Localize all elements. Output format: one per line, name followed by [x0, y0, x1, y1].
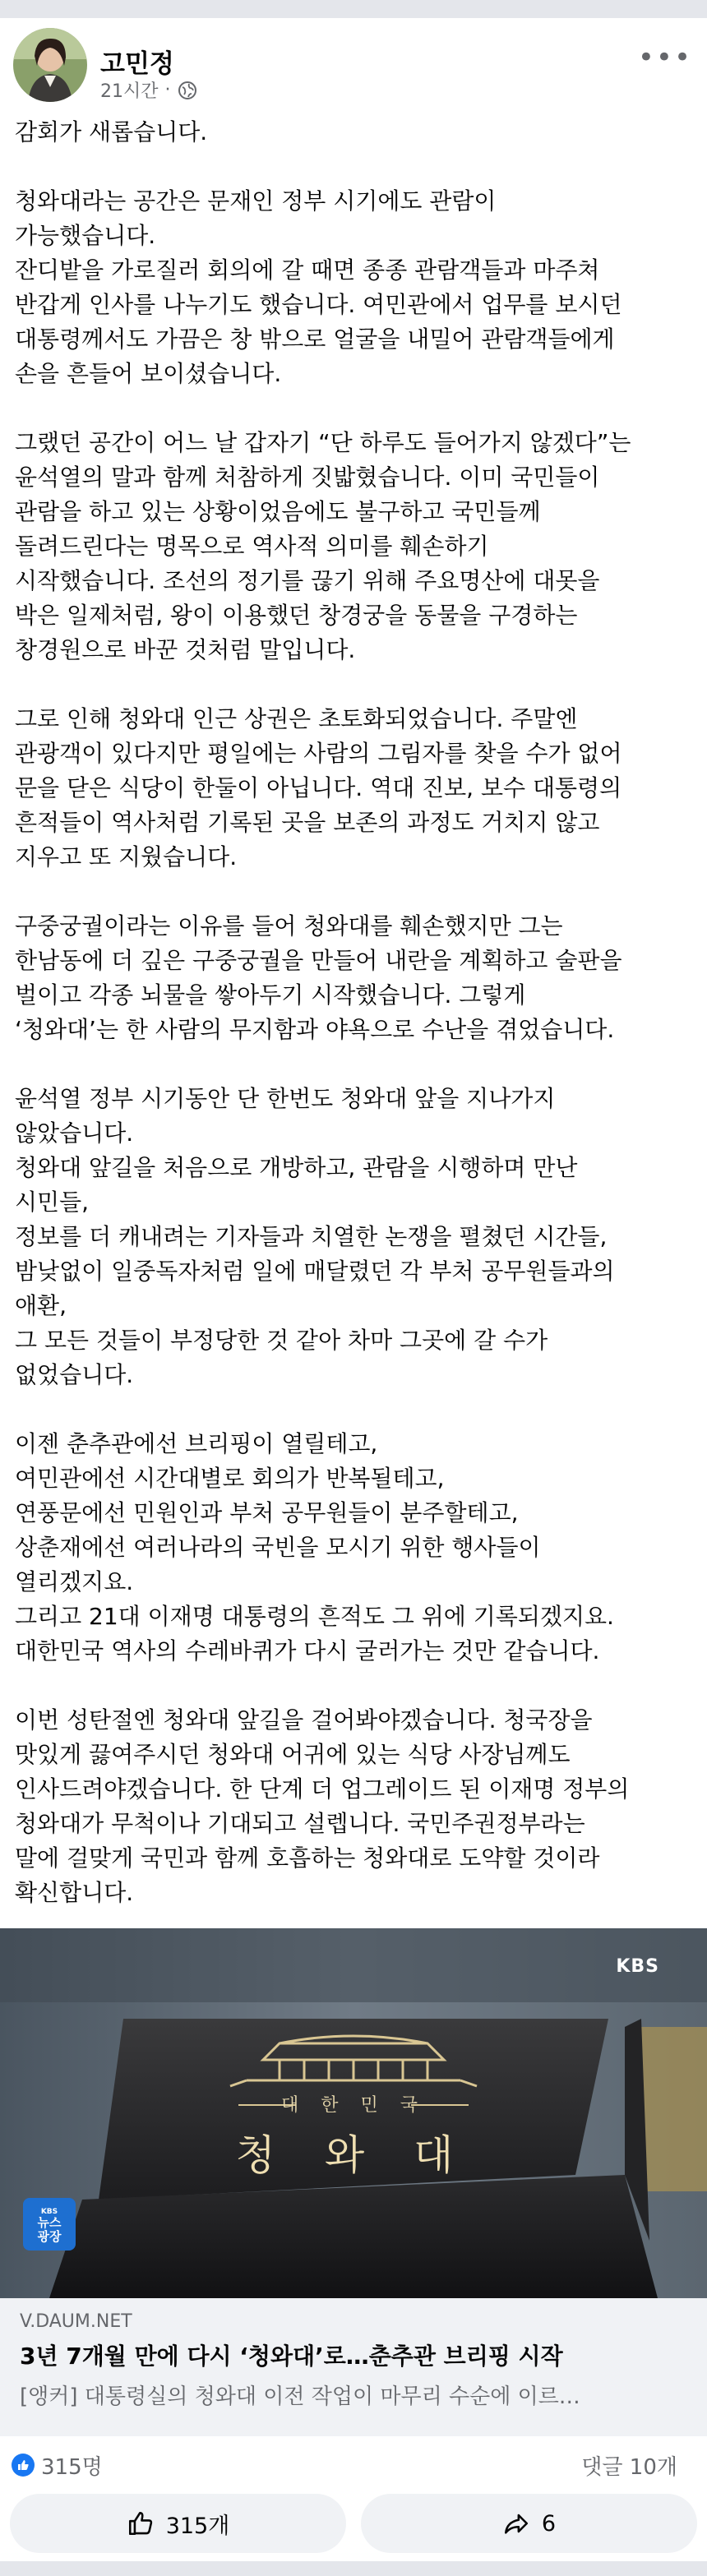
like-button[interactable]: [10, 2494, 346, 2553]
action-bar: [0, 2494, 707, 2561]
news-program-badge: [23, 2198, 76, 2251]
comments-count[interactable]: 댓글 10개: [581, 2454, 677, 2480]
bottom-divider: [0, 2561, 707, 2576]
post-body-text: 감회가 새롭습니다. 청와대라는 공간은 문재인 정부 시기에도 관람이 가능했습니다. 잔디밭을 가로질러 회의에 갈 때면 종종 관람객들과 마주쳐 반갑게 인사를 나누기도 했습니다. 여민관에서 업무를 보시던 대통령께서도 가끔은 창 밖으로 얼굴을 내밀어 관람객들에게 손을 흔들어 보이셨습니다. 그랬던 공간이 어느 날 갑자기 “단 하루도 들어가지 않겠다”는 윤석열의 말과 함께 처참하게 짓밟혔습니다. 이미 국민들이 관람을 하고 있는 상황이었음에도 불구하고 국민들께 돌려드린다는 명목으로 역사적 의미를 훼손하기 시작했습니다. 조선의 정기를 끊기 위해 주요명산에 대못을 박은 일제처럼, 왕이 이용했던 창경궁을 동물을 구경하는 창경원으로 바꾼 것처럼 말입니다. 그로 인해 청와대 인근 상권은 초토화되었습니다. 주말엔 관광객이 있다지만 평일에는 사람의 그림자를 찾을 수가 없어 문을 닫은 식당이 한둘이 아닙니다. 역대 진보, 보수 대통령의 흔적들이 역사처럼 기록된 곳을 보존의 과정도 거치지 않고 지우고 또 지웠습니다. 구중궁궐이라는 이유를 들어 청와대를 훼손했지만 그는 한남동에 더 깊은 구중궁궐을 만들어 내란을 계획하고 술판을 벌이고 각종 뇌물을 쌓아두기 시작했습니다. 그렇게 ‘청와대’는 한 사람의 무지함과 야욕으로 수난을 겪었습니다. 윤석열 정부 시기동안 단 한번도 청와대 앞을 지나가지 않았습니다. 청와대 앞길을 처음으로 개방하고, 관람을 시행하며 만난 시민들, 정보를 더 캐내려는 기자들과 치열한 논쟁을 펼쳤던 시간들, 밤낮없이 일중독자처럼 일에 매달렸던 각 부처 공무원들과의 애환, 그 모든 것들이 부정당한 것 같아 차마 그곳에 갈 수가 없었습니다. 이젠 춘추관에선 브리핑이 열릴테고, 여민관에선 시간대별로 회의가 반복될테고, 연풍문에선 민원인과 부처 공무원들이 분주할테고, 상춘재에선 여러나라의 국빈을 모시기 위한 행사들이 열리겠지요. 그리고 21대 이재명 대통령의 흔적도 그 위에 기록되겠지요. 대한민국 역사의 수레바퀴가 다시 굴러가는 것만 같습니다. 이번 성탄절엔 청와대 앞길을 걸어봐야겠습니다. 청국장을 맛있게 끓여주시던 청와대 어귀에 있는 식당 사장님께도 인사드려야겠습니다. 한 단계 더 업그레이드 된 이재명 정부의 청와대가 무척이나 기대되고 설렙니다. 국민주권정부라는 말에 걸맞게 국민과 함께 호흡하는 청와대로 도약할 것이라 확신합니다.: [15, 118, 631, 1906]
post-header: [0, 18, 707, 115]
share-count-label: 6: [541, 2510, 557, 2537]
reactions-summary[interactable]: [12, 2450, 103, 2481]
link-domain: V.DAUM.NET: [20, 2311, 132, 2332]
thumbs-up-icon: [127, 2509, 155, 2537]
link-preview-card[interactable]: [0, 2298, 707, 2436]
share-icon: [502, 2509, 530, 2537]
link-description: [앵커] 대통령실의 청와대 이전 작업이 마무리 수순에 이르…: [20, 2384, 580, 2409]
broadcaster-logo: KBS: [616, 1956, 659, 1977]
badge-line2: 광장: [37, 2229, 62, 2244]
link-title[interactable]: 3년 7개월 만에 다시 ‘청와대’로…춘추관 브리핑 시작: [20, 2343, 563, 2370]
badge-line1: 뉴스: [37, 2215, 62, 2230]
like-count-label: 315개: [165, 2513, 230, 2539]
more-icon[interactable]: •••: [637, 41, 692, 74]
post-time[interactable]: 21시간: [100, 81, 159, 102]
reaction-stats: [0, 2436, 707, 2494]
post-meta: [100, 77, 197, 103]
meta-separator: ·: [164, 80, 171, 100]
top-status-bar: [0, 0, 707, 18]
like-reaction-icon: [12, 2454, 35, 2477]
badge-top: KBS: [40, 2208, 58, 2216]
plate-text-cheongwadae: 청 와 대: [235, 2131, 472, 2179]
globe-icon: [178, 81, 197, 100]
share-button[interactable]: [361, 2494, 697, 2553]
link-preview-image[interactable]: [0, 1928, 707, 2298]
avatar[interactable]: [13, 28, 87, 102]
reactions-count: 315명: [41, 2454, 103, 2480]
author-name[interactable]: 고민정: [100, 49, 174, 79]
plate-text-korea: 대 한 민 국: [281, 2095, 426, 2116]
